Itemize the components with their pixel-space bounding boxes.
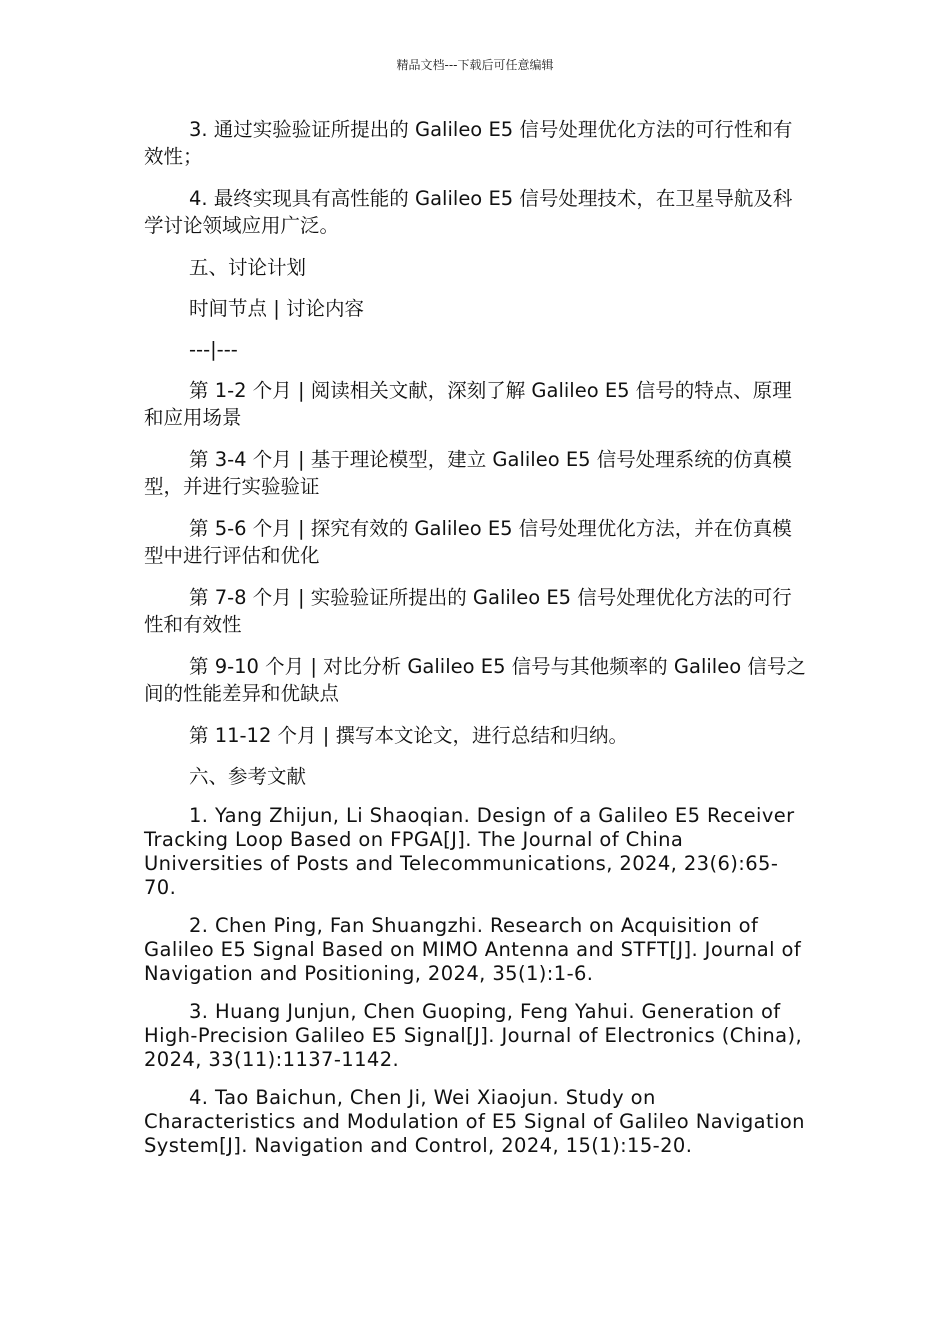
objective-3: 3. 通过实验验证所提出的 Galileo E5 信号处理优化方法的可行性和有效性； bbox=[144, 118, 793, 168]
plan-row-2: 第 3-4 个月 | 基于理论模型，建立 Galileo E5 信号处理系统的仿真模型，并进行实验验证 bbox=[144, 448, 792, 498]
plan-row-4: 第 7-8 个月 | 实验验证所提出的 Galileo E5 信号处理优化方法的可行性和有效性 bbox=[144, 586, 792, 636]
plan-row-1: 第 1-2 个月 | 阅读相关文献，深刻了解 Galileo E5 信号的特点、原理和应用场景 bbox=[144, 379, 792, 429]
plan-row-3: 第 5-6 个月 | 探究有效的 Galileo E5 信号处理优化方法，并在仿真模型中进行评估和优化 bbox=[144, 517, 792, 567]
plan-row-5: 第 9-10 个月 | 对比分析 Galileo E5 信号与其他频率的 Galileo 信号之间的性能差异和优缺点 bbox=[144, 655, 806, 705]
objective-4: 4. 最终实现具有高性能的 Galileo E5 信号处理技术，在卫星导航及科学讨论领域应用广泛。 bbox=[144, 187, 793, 237]
reference-item-2: 2. Chen Ping, Fan Shuangzhi. Research on Acquisition of Galileo E5 Signal Based on MIMO Antenna and STFT[J]. Journal of Navigation and Positioning, 2024, 35(1):1-6. bbox=[144, 914, 802, 985]
plan-table-separator: ---|--- bbox=[189, 338, 238, 361]
reference-item-3: 3. Huang Junjun, Chen Guoping, Feng Yahui. Generation of High-Precision Galileo E5 Signal[J]. Journal of Electronics (China), 2024, 33(11):1137-1142. bbox=[144, 1000, 803, 1071]
section-heading-references: 六、参考文献 bbox=[189, 765, 307, 788]
page-header: 精品文档---下载后可任意编辑 bbox=[396, 58, 554, 72]
section-heading-plan: 五、讨论计划 bbox=[189, 256, 307, 279]
plan-row-6: 第 11-12 个月 | 撰写本文论文，进行总结和归纳。 bbox=[189, 724, 629, 747]
document-body bbox=[144, 116, 808, 1172]
reference-item-1: 1. Yang Zhijun, Li Shaoqian. Design of a Galileo E5 Receiver Tracking Loop Based on FPGA[J]. The Journal of China Universities of Posts and Telecommunications, 2024, 23(6):65-70. bbox=[144, 804, 795, 899]
reference-item-4: 4. Tao Baichun, Chen Ji, Wei Xiaojun. Study on Characteristics and Modulation of E5 Signal of Galileo Navigation System[J]. Navigation and Control, 2024, 15(1):15-20. bbox=[144, 1086, 805, 1157]
plan-table-header: 时间节点 | 讨论内容 bbox=[189, 297, 364, 320]
